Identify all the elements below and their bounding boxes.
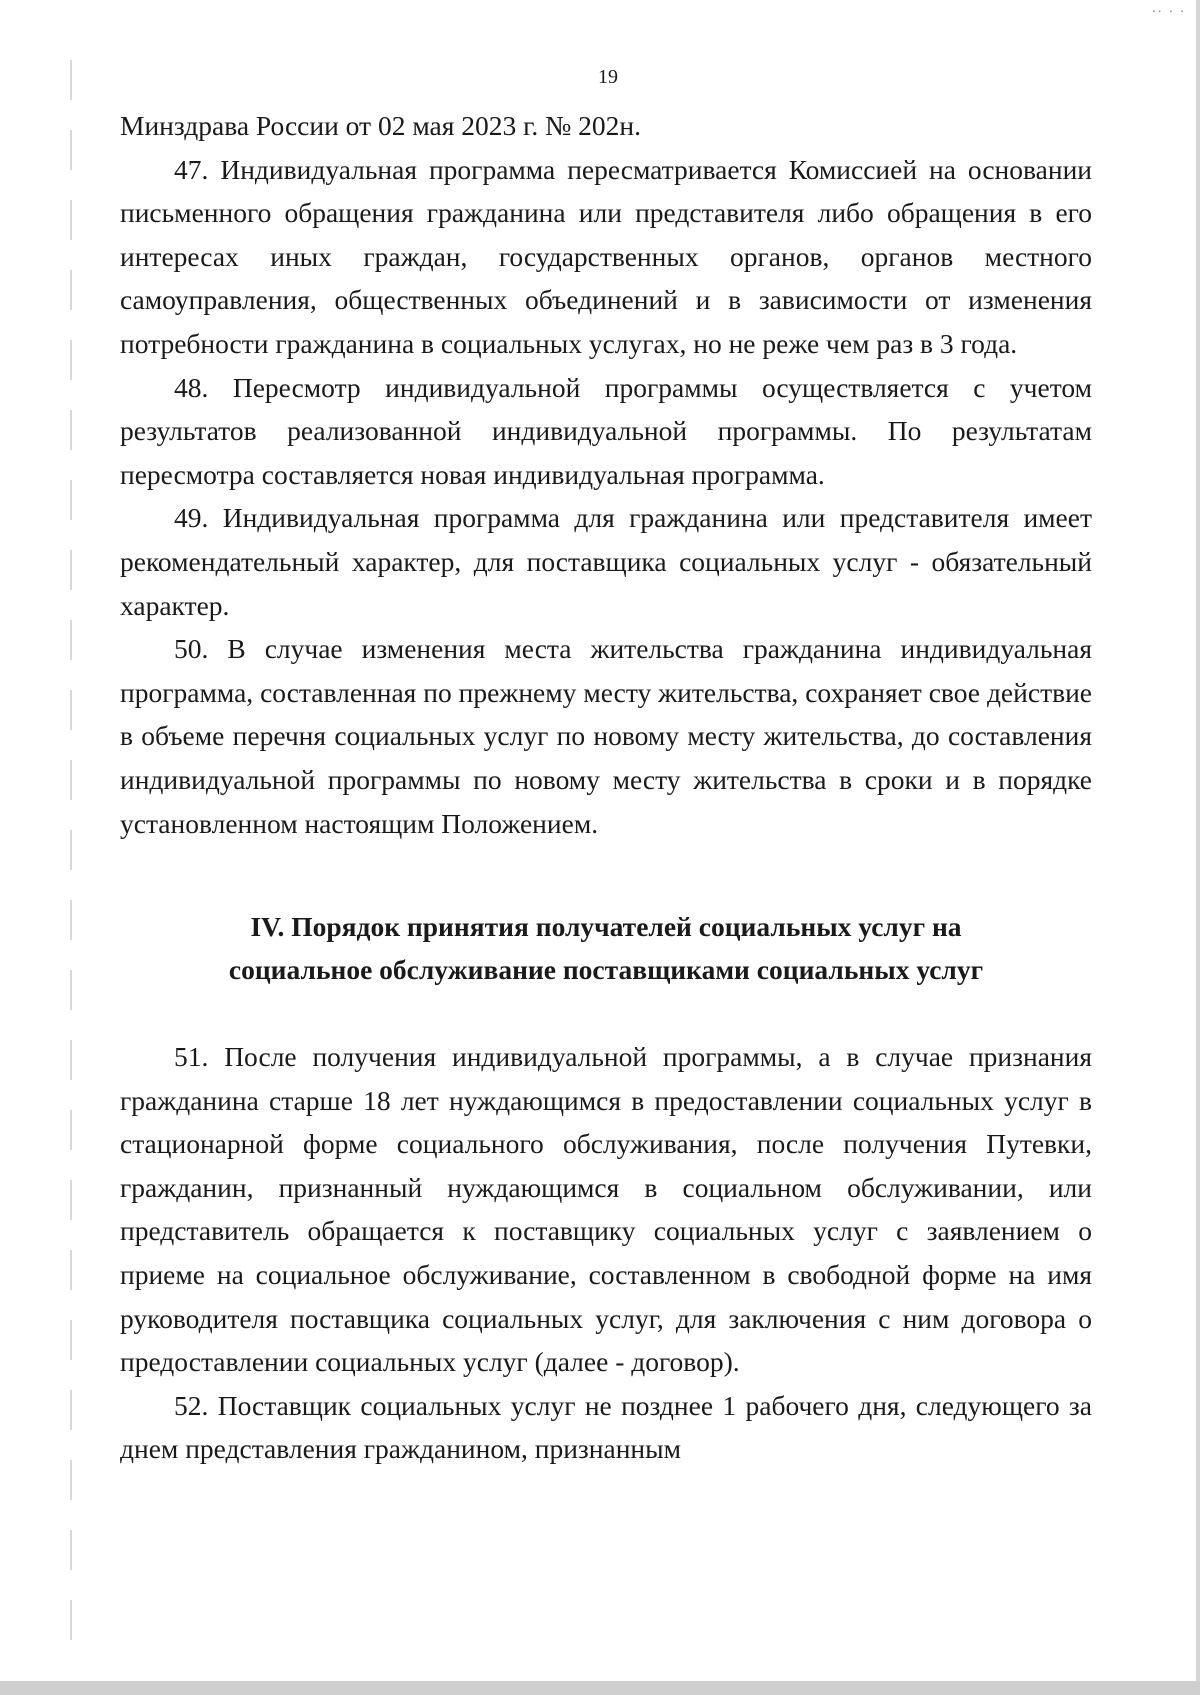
page-number: 19 xyxy=(598,66,618,88)
section-heading-line-2: социальное обслуживание поставщиками социальных услуг xyxy=(228,954,984,986)
paragraph-48: 48. Пересмотр индивидуальной программы осуществляется с учетом результатов реализованной индивидуальной программы. По результатам пересмотра составляется новая индивидуальная программа. xyxy=(120,371,1092,490)
paragraph-50: 50. В случае изменения места жительства гражданина индивидуальная программа, составленная по прежнему месту жительства, сохраняет свое действие в объеме перечня социальных услуг по новому месту жительства, до составления индивидуальной программы по новому месту жительства в сроки и в порядке установленном настоящим Положением. xyxy=(120,633,1092,839)
paragraph-49: 49. Индивидуальная программа для гражданина или представителя имеет рекомендательный характер, для поставщика социальных услуг - обязательный характер. xyxy=(120,502,1092,621)
paragraphs-after-heading xyxy=(120,1035,1092,1471)
document-body xyxy=(120,104,1092,1471)
paragraph-47: 47. Индивидуальная программа пересматривается Комиссией на основании письменного обращения гражданина или представителя либо обращения в его интересах иных граждан, государственных органов, органов местного самоуправления, общественных объединений и в зависимости от изменения потребности гражданина в социальных услугах, но не реже чем раз в 3 года. xyxy=(120,153,1092,359)
paragraph-52: 52. Поставщик социальных услуг не позднее 1 рабочего дня, следующего за днем представления гражданином, признанным xyxy=(120,1389,1092,1465)
section-heading-line-1: IV. Порядок принятия получателей социальных услуг на xyxy=(250,911,962,943)
scan-corner-mark: ⸱⸱ ⸱ ⸱ xyxy=(1151,5,1186,20)
paragraphs-before-heading xyxy=(120,104,1092,845)
scan-margin-artifact xyxy=(70,60,72,1670)
scan-right-edge xyxy=(1196,0,1200,1695)
scan-bottom-edge xyxy=(0,1681,1200,1695)
paragraph-continuation: Минздрава России от 02 мая 2023 г. № 202н. xyxy=(120,110,642,141)
section-heading xyxy=(120,905,1092,991)
paragraph-51: 51. После получения индивидуальной программы, а в случае признания гражданина старше 18 лет нуждающимся в предоставлении социальных услуг в стационарной форме социального обслуживания, после получения Путевки, гражданин, признанный нуждающимся в социальном обслуживании, или представитель обращается к поставщику социальных услуг с заявлением о приеме на социальное обслуживание, составленном в свободной форме на имя руководителя поставщика социальных услуг, для заключения с ним договора о предоставлении социальных услуг (далее - договор). xyxy=(120,1041,1092,1378)
